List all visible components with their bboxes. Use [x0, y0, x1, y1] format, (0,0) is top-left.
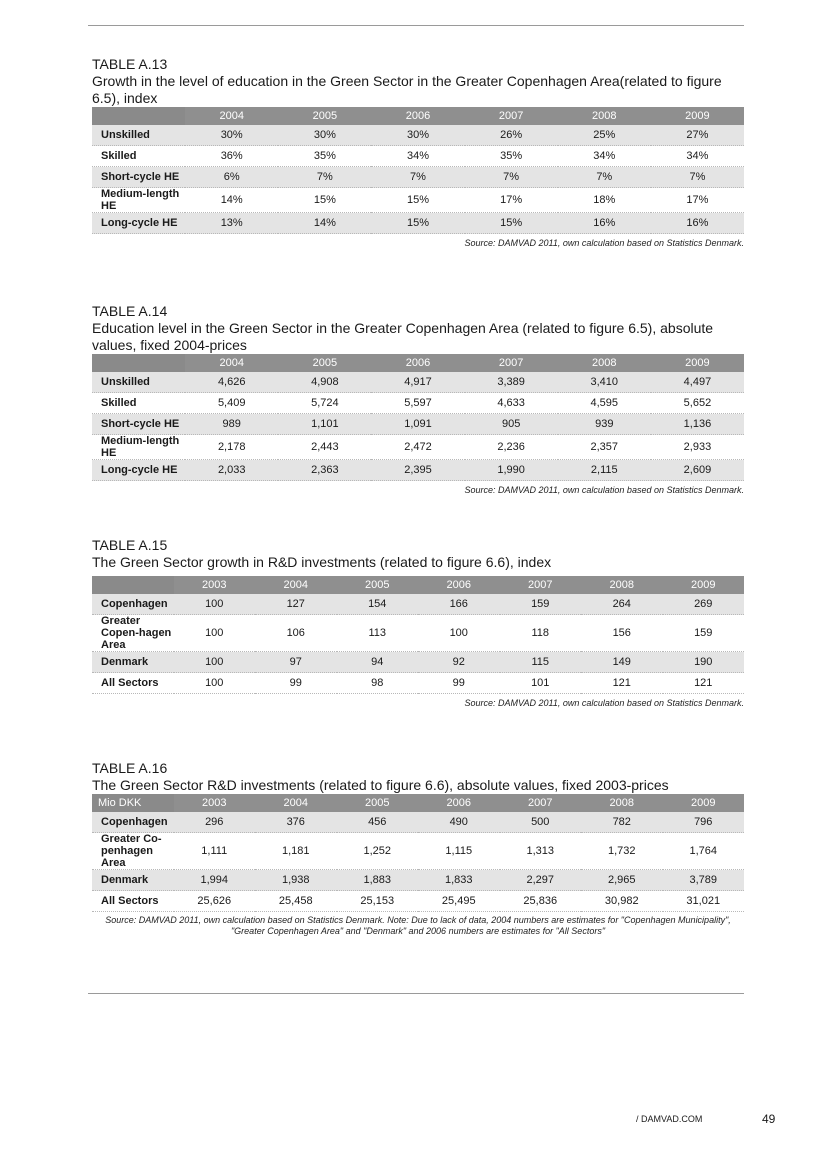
table-a14 — [92, 354, 744, 481]
cell: 15% — [465, 213, 558, 234]
cell: 490 — [418, 812, 500, 833]
cell: 17% — [651, 188, 744, 213]
cell: 25,626 — [174, 891, 256, 912]
cell: 159 — [500, 594, 582, 615]
cell: 4,595 — [558, 393, 651, 414]
cell: 939 — [558, 414, 651, 435]
header-cell — [92, 107, 185, 125]
table-a14-section — [92, 303, 744, 495]
cell: 1,115 — [418, 833, 500, 870]
cell: 7% — [278, 167, 371, 188]
table-a15 — [92, 576, 744, 694]
cell: 2,363 — [278, 460, 371, 481]
row-label: Copenhagen — [92, 812, 174, 833]
cell: 127 — [255, 594, 337, 615]
cell: 456 — [337, 812, 419, 833]
header-cell: 2005 — [278, 354, 371, 372]
header-cell: 2004 — [185, 107, 278, 125]
cell: 118 — [500, 615, 582, 652]
cell: 34% — [558, 146, 651, 167]
cell: 25,495 — [418, 891, 500, 912]
cell: 35% — [465, 146, 558, 167]
cell: 500 — [500, 812, 582, 833]
cell: 1,136 — [651, 414, 744, 435]
row-label: Unskilled — [92, 125, 185, 146]
cell: 1,732 — [581, 833, 663, 870]
cell: 4,497 — [651, 372, 744, 393]
cell: 4,908 — [278, 372, 371, 393]
cell: 2,178 — [185, 435, 278, 460]
cell: 30% — [185, 125, 278, 146]
top-rule — [88, 25, 744, 26]
page-number: 49 — [762, 1112, 776, 1126]
cell: 25,836 — [500, 891, 582, 912]
row-label: All Sectors — [92, 673, 174, 694]
cell: 6% — [185, 167, 278, 188]
header-cell: 2006 — [418, 576, 500, 594]
header-cell — [92, 354, 185, 372]
source-note: Source: DAMVAD 2011, own calculation based on Statistics Denmark. — [464, 485, 744, 495]
row-label: Medium-length HE — [92, 188, 185, 213]
header-cell: 2008 — [581, 576, 663, 594]
cell: 100 — [174, 594, 256, 615]
header-cell — [92, 576, 174, 594]
cell: 782 — [581, 812, 663, 833]
header-cell: 2007 — [465, 354, 558, 372]
cell: 2,033 — [185, 460, 278, 481]
cell: 15% — [371, 213, 464, 234]
cell: 1,091 — [371, 414, 464, 435]
cell: 97 — [255, 652, 337, 673]
cell: 264 — [581, 594, 663, 615]
cell: 2,609 — [651, 460, 744, 481]
table-caption: Growth in the level of education in the Green Sector in the Greater Copenhagen Area(related to figure 6.5), index — [92, 73, 722, 106]
cell: 27% — [651, 125, 744, 146]
cell: 106 — [255, 615, 337, 652]
table-row — [92, 615, 744, 652]
cell: 296 — [174, 812, 256, 833]
cell: 149 — [581, 652, 663, 673]
header-cell: 2005 — [278, 107, 371, 125]
row-label: Skilled — [92, 146, 185, 167]
cell: 166 — [418, 594, 500, 615]
cell: 34% — [651, 146, 744, 167]
row-label: Short-cycle HE — [92, 414, 185, 435]
cell: 30,982 — [581, 891, 663, 912]
row-label: Denmark — [92, 870, 174, 891]
cell: 7% — [371, 167, 464, 188]
table-row — [92, 870, 744, 891]
cell: 2,965 — [581, 870, 663, 891]
cell: 100 — [174, 615, 256, 652]
cell: 30% — [278, 125, 371, 146]
cell: 26% — [465, 125, 558, 146]
cell: 31,021 — [663, 891, 745, 912]
cell: 30% — [371, 125, 464, 146]
cell: 1,313 — [500, 833, 582, 870]
cell: 121 — [581, 673, 663, 694]
cell: 15% — [278, 188, 371, 213]
header-cell: 2009 — [651, 107, 744, 125]
row-label: Greater Co-penhagen Area — [92, 833, 174, 870]
cell: 905 — [465, 414, 558, 435]
cell: 115 — [500, 652, 582, 673]
cell: 17% — [465, 188, 558, 213]
header-cell: 2004 — [255, 576, 337, 594]
cell: 14% — [185, 188, 278, 213]
cell: 156 — [581, 615, 663, 652]
cell: 5,409 — [185, 393, 278, 414]
row-label: Skilled — [92, 393, 185, 414]
cell: 100 — [418, 615, 500, 652]
table-a13-section — [92, 56, 744, 248]
cell: 1,764 — [663, 833, 745, 870]
header-cell: 2008 — [558, 354, 651, 372]
table-caption: The Green Sector growth in R&D investments (related to figure 6.6), index — [92, 554, 552, 570]
cell: 154 — [337, 594, 419, 615]
cell: 2,395 — [371, 460, 464, 481]
cell: 2,357 — [558, 435, 651, 460]
row-label: Long-cycle HE — [92, 460, 185, 481]
cell: 4,626 — [185, 372, 278, 393]
table-row — [92, 146, 744, 167]
footer-site: / DAMVAD.COM — [636, 1114, 703, 1124]
cell: 5,724 — [278, 393, 371, 414]
cell: 376 — [255, 812, 337, 833]
cell: 5,652 — [651, 393, 744, 414]
table-a13 — [92, 107, 744, 234]
cell: 2,236 — [465, 435, 558, 460]
cell: 94 — [337, 652, 419, 673]
table-row — [92, 414, 744, 435]
table-label: TABLE A.14 — [92, 303, 168, 319]
cell: 2,297 — [500, 870, 582, 891]
header-cell: 2007 — [500, 794, 582, 812]
row-label: Copenhagen — [92, 594, 174, 615]
cell: 100 — [174, 652, 256, 673]
cell: 1,994 — [174, 870, 256, 891]
cell: 2,472 — [371, 435, 464, 460]
cell: 101 — [500, 673, 582, 694]
table-label: TABLE A.13 — [92, 56, 168, 72]
cell: 7% — [465, 167, 558, 188]
cell: 1,938 — [255, 870, 337, 891]
table-a15-section — [92, 537, 744, 708]
row-label: Medium-length HE — [92, 435, 185, 460]
cell: 159 — [663, 615, 745, 652]
header-cell: 2006 — [418, 794, 500, 812]
source-note: Source: DAMVAD 2011, own calculation based on Statistics Denmark. — [464, 698, 744, 708]
table-row — [92, 594, 744, 615]
header-cell: 2003 — [174, 576, 256, 594]
table-row — [92, 652, 744, 673]
header-cell: 2008 — [558, 107, 651, 125]
table-row — [92, 833, 744, 870]
cell: 1,101 — [278, 414, 371, 435]
cell: 99 — [418, 673, 500, 694]
header-cell: 2009 — [663, 794, 745, 812]
table-row — [92, 891, 744, 912]
table-row — [92, 188, 744, 213]
cell: 1,181 — [255, 833, 337, 870]
header-cell: 2004 — [185, 354, 278, 372]
cell: 1,883 — [337, 870, 419, 891]
cell: 92 — [418, 652, 500, 673]
header-cell: 2007 — [465, 107, 558, 125]
cell: 4,633 — [465, 393, 558, 414]
bottom-rule — [88, 993, 744, 994]
cell: 14% — [278, 213, 371, 234]
table-caption: The Green Sector R&D investments (related to figure 6.6), absolute values, fixed 2003-prices — [92, 777, 669, 793]
header-cell: 2003 — [174, 794, 256, 812]
table-row — [92, 393, 744, 414]
source-note: Source: DAMVAD 2011, own calculation based on Statistics Denmark. — [464, 238, 744, 248]
cell: 99 — [255, 673, 337, 694]
cell: 16% — [651, 213, 744, 234]
cell: 4,917 — [371, 372, 464, 393]
row-label: All Sectors — [92, 891, 174, 912]
cell: 3,789 — [663, 870, 745, 891]
table-a16 — [92, 794, 744, 912]
cell: 269 — [663, 594, 745, 615]
cell: 16% — [558, 213, 651, 234]
row-label: Unskilled — [92, 372, 185, 393]
table-caption: Education level in the Green Sector in the Greater Copenhagen Area (related to figure 6.5), absolute values, fixed 2004-prices — [92, 320, 714, 353]
cell: 1,252 — [337, 833, 419, 870]
cell: 7% — [558, 167, 651, 188]
header-cell: Mio DKK — [92, 794, 174, 812]
cell: 2,115 — [558, 460, 651, 481]
header-cell: 2005 — [337, 794, 419, 812]
row-label: Greater Copen-hagen Area — [92, 615, 174, 652]
table-row — [92, 167, 744, 188]
table-row — [92, 673, 744, 694]
header-cell: 2007 — [500, 576, 582, 594]
table-row — [92, 372, 744, 393]
cell: 13% — [185, 213, 278, 234]
cell: 15% — [371, 188, 464, 213]
header-cell: 2005 — [337, 576, 419, 594]
cell: 1,990 — [465, 460, 558, 481]
cell: 3,389 — [465, 372, 558, 393]
header-cell: 2004 — [255, 794, 337, 812]
header-cell: 2006 — [371, 354, 464, 372]
table-label: TABLE A.16 — [92, 760, 168, 776]
cell: 5,597 — [371, 393, 464, 414]
cell: 1,833 — [418, 870, 500, 891]
cell: 2,443 — [278, 435, 371, 460]
cell: 3,410 — [558, 372, 651, 393]
cell: 98 — [337, 673, 419, 694]
cell: 25% — [558, 125, 651, 146]
cell: 190 — [663, 652, 745, 673]
table-row — [92, 125, 744, 146]
cell: 113 — [337, 615, 419, 652]
row-label: Denmark — [92, 652, 174, 673]
cell: 100 — [174, 673, 256, 694]
table-row — [92, 812, 744, 833]
table-row — [92, 435, 744, 460]
cell: 25,153 — [337, 891, 419, 912]
row-label: Short-cycle HE — [92, 167, 185, 188]
cell: 121 — [663, 673, 745, 694]
cell: 35% — [278, 146, 371, 167]
table-label: TABLE A.15 — [92, 537, 168, 553]
cell: 2,933 — [651, 435, 744, 460]
table-row — [92, 460, 744, 481]
cell: 25,458 — [255, 891, 337, 912]
header-cell: 2009 — [651, 354, 744, 372]
header-cell: 2009 — [663, 576, 745, 594]
table-a16-section — [92, 760, 744, 937]
source-note: Source: DAMVAD 2011, own calculation based on Statistics Denmark. Note: Due to lack of data, 2004 numbers are estimates for "Copenhagen Municipality", "Greater Copenhagen Area" and "Denmark" and 2006 numbers are estimates for "All Sectors" — [105, 915, 731, 936]
cell: 7% — [651, 167, 744, 188]
cell: 1,111 — [174, 833, 256, 870]
table-row — [92, 213, 744, 234]
cell: 796 — [663, 812, 745, 833]
cell: 34% — [371, 146, 464, 167]
row-label: Long-cycle HE — [92, 213, 185, 234]
header-cell: 2008 — [581, 794, 663, 812]
cell: 36% — [185, 146, 278, 167]
cell: 18% — [558, 188, 651, 213]
cell: 989 — [185, 414, 278, 435]
header-cell: 2006 — [371, 107, 464, 125]
